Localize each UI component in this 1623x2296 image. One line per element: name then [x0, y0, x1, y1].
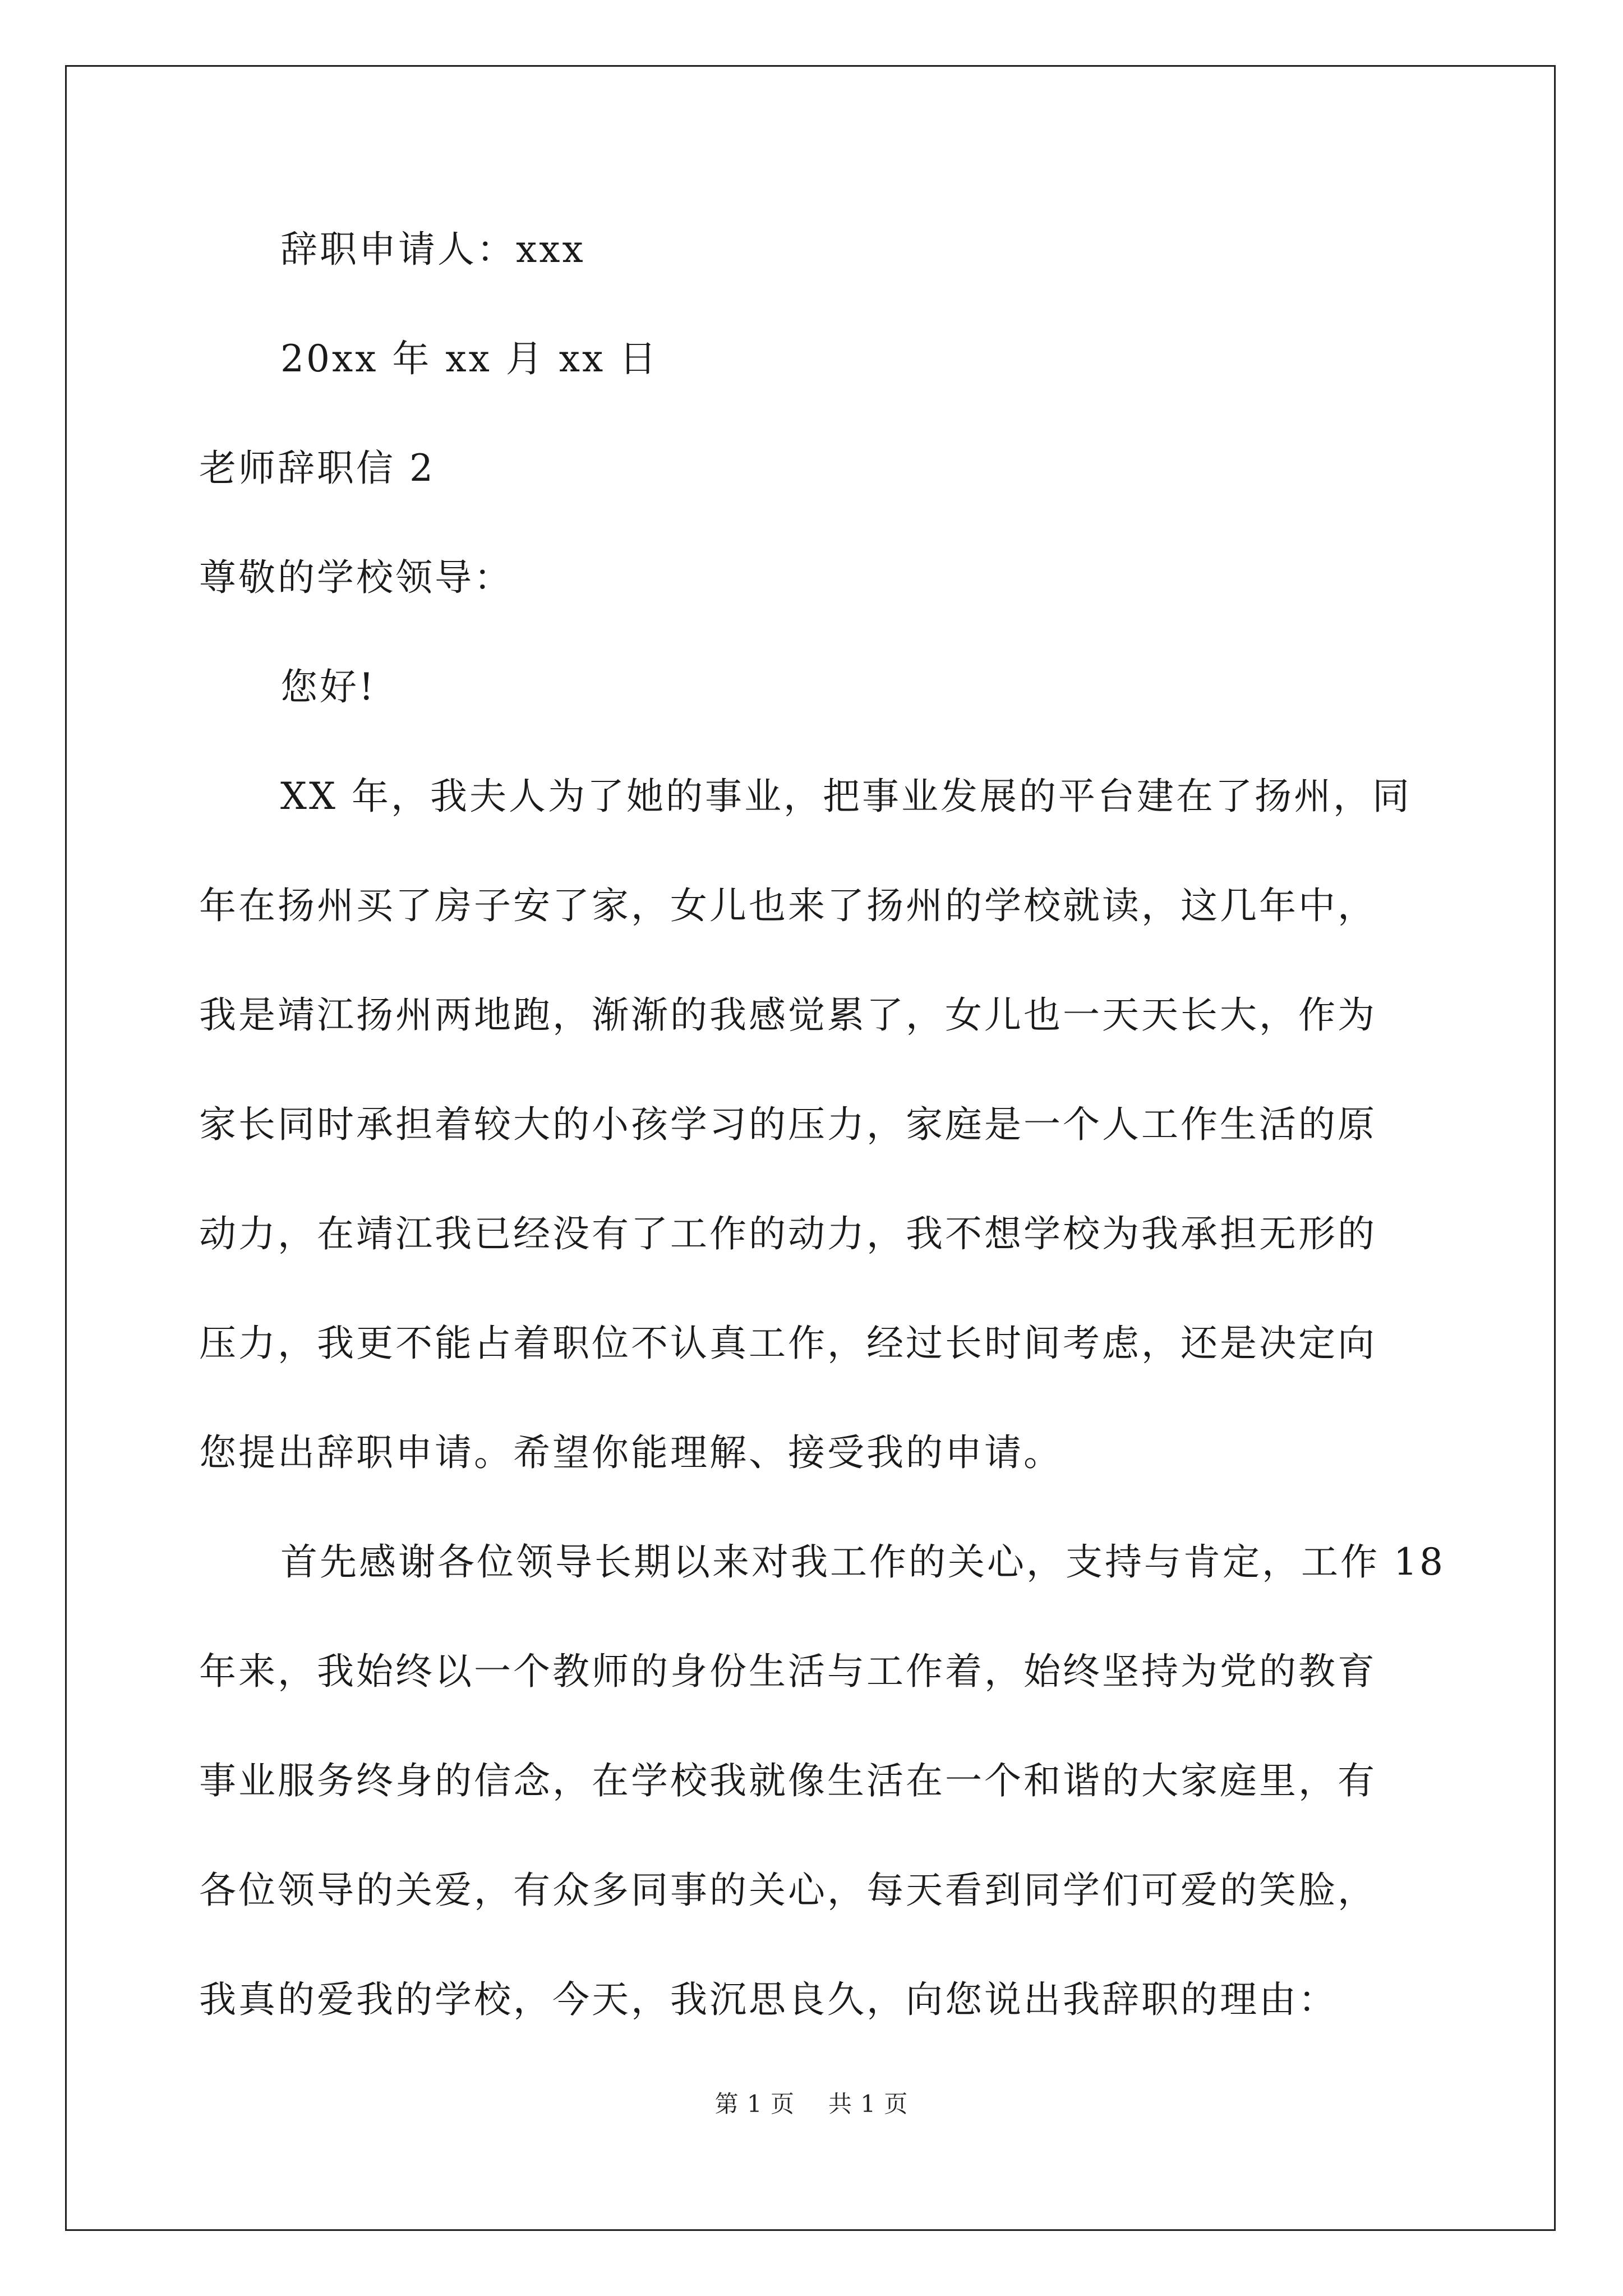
paragraph-line: 压力，我更不能占着职位不认真工作，经过长时间考虑，还是决定向 — [199, 1322, 1377, 1365]
paragraph-line: 我是靖江扬州两地跑，渐渐的我感觉累了，女儿也一天天长大，作为 — [199, 993, 1377, 1037]
paragraph-line: 各位领导的关爱，有众多同事的关心，每天看到同学们可爱的笑脸， — [199, 1869, 1377, 1912]
paragraph-line: XX 年，我夫人为了她的事业，把事业发展的平台建在了扬州，同 — [280, 775, 1412, 818]
page-footer — [0, 2090, 1623, 2119]
section-heading: 老师辞职信 2 — [199, 447, 435, 490]
greeting: 您好! — [280, 665, 376, 708]
page-total: 共 1 页 — [828, 2090, 909, 2118]
paragraph-line: 首先感谢各位领导长期以来对我工作的关心，支持与肯定，工作 18 — [280, 1540, 1445, 1584]
paragraph-line: 您提出辞职申请。希望你能理解、接受我的申请。 — [199, 1431, 1063, 1474]
paragraph-line: 年在扬州买了房子安了家，女儿也来了扬州的学校就读，这几年中， — [199, 884, 1377, 927]
page-number: 第 1 页 — [714, 2090, 795, 2118]
paragraph-line: 动力，在靖江我已经没有了工作的动力，我不想学校为我承担无形的 — [199, 1212, 1377, 1255]
paragraph-line: 年来，我始终以一个教师的身份生活与工作着，始终坚持为党的教育 — [199, 1650, 1377, 1693]
paragraph-line: 家长同时承担着较大的小孩学习的压力，家庭是一个人工作生活的原 — [199, 1103, 1377, 1146]
salutation: 尊敬的学校领导： — [199, 556, 513, 599]
signature-applicant-line: 辞职申请人：xxx — [280, 228, 585, 271]
paragraph-line: 事业服务终身的信念，在学校我就像生活在一个和谐的大家庭里，有 — [199, 1759, 1377, 1802]
paragraph-line: 我真的爱我的学校，今天，我沉思良久，向您说出我辞职的理由： — [199, 1978, 1338, 2021]
signature-date-line: 20xx 年 xx 月 xx 日 — [280, 337, 659, 380]
